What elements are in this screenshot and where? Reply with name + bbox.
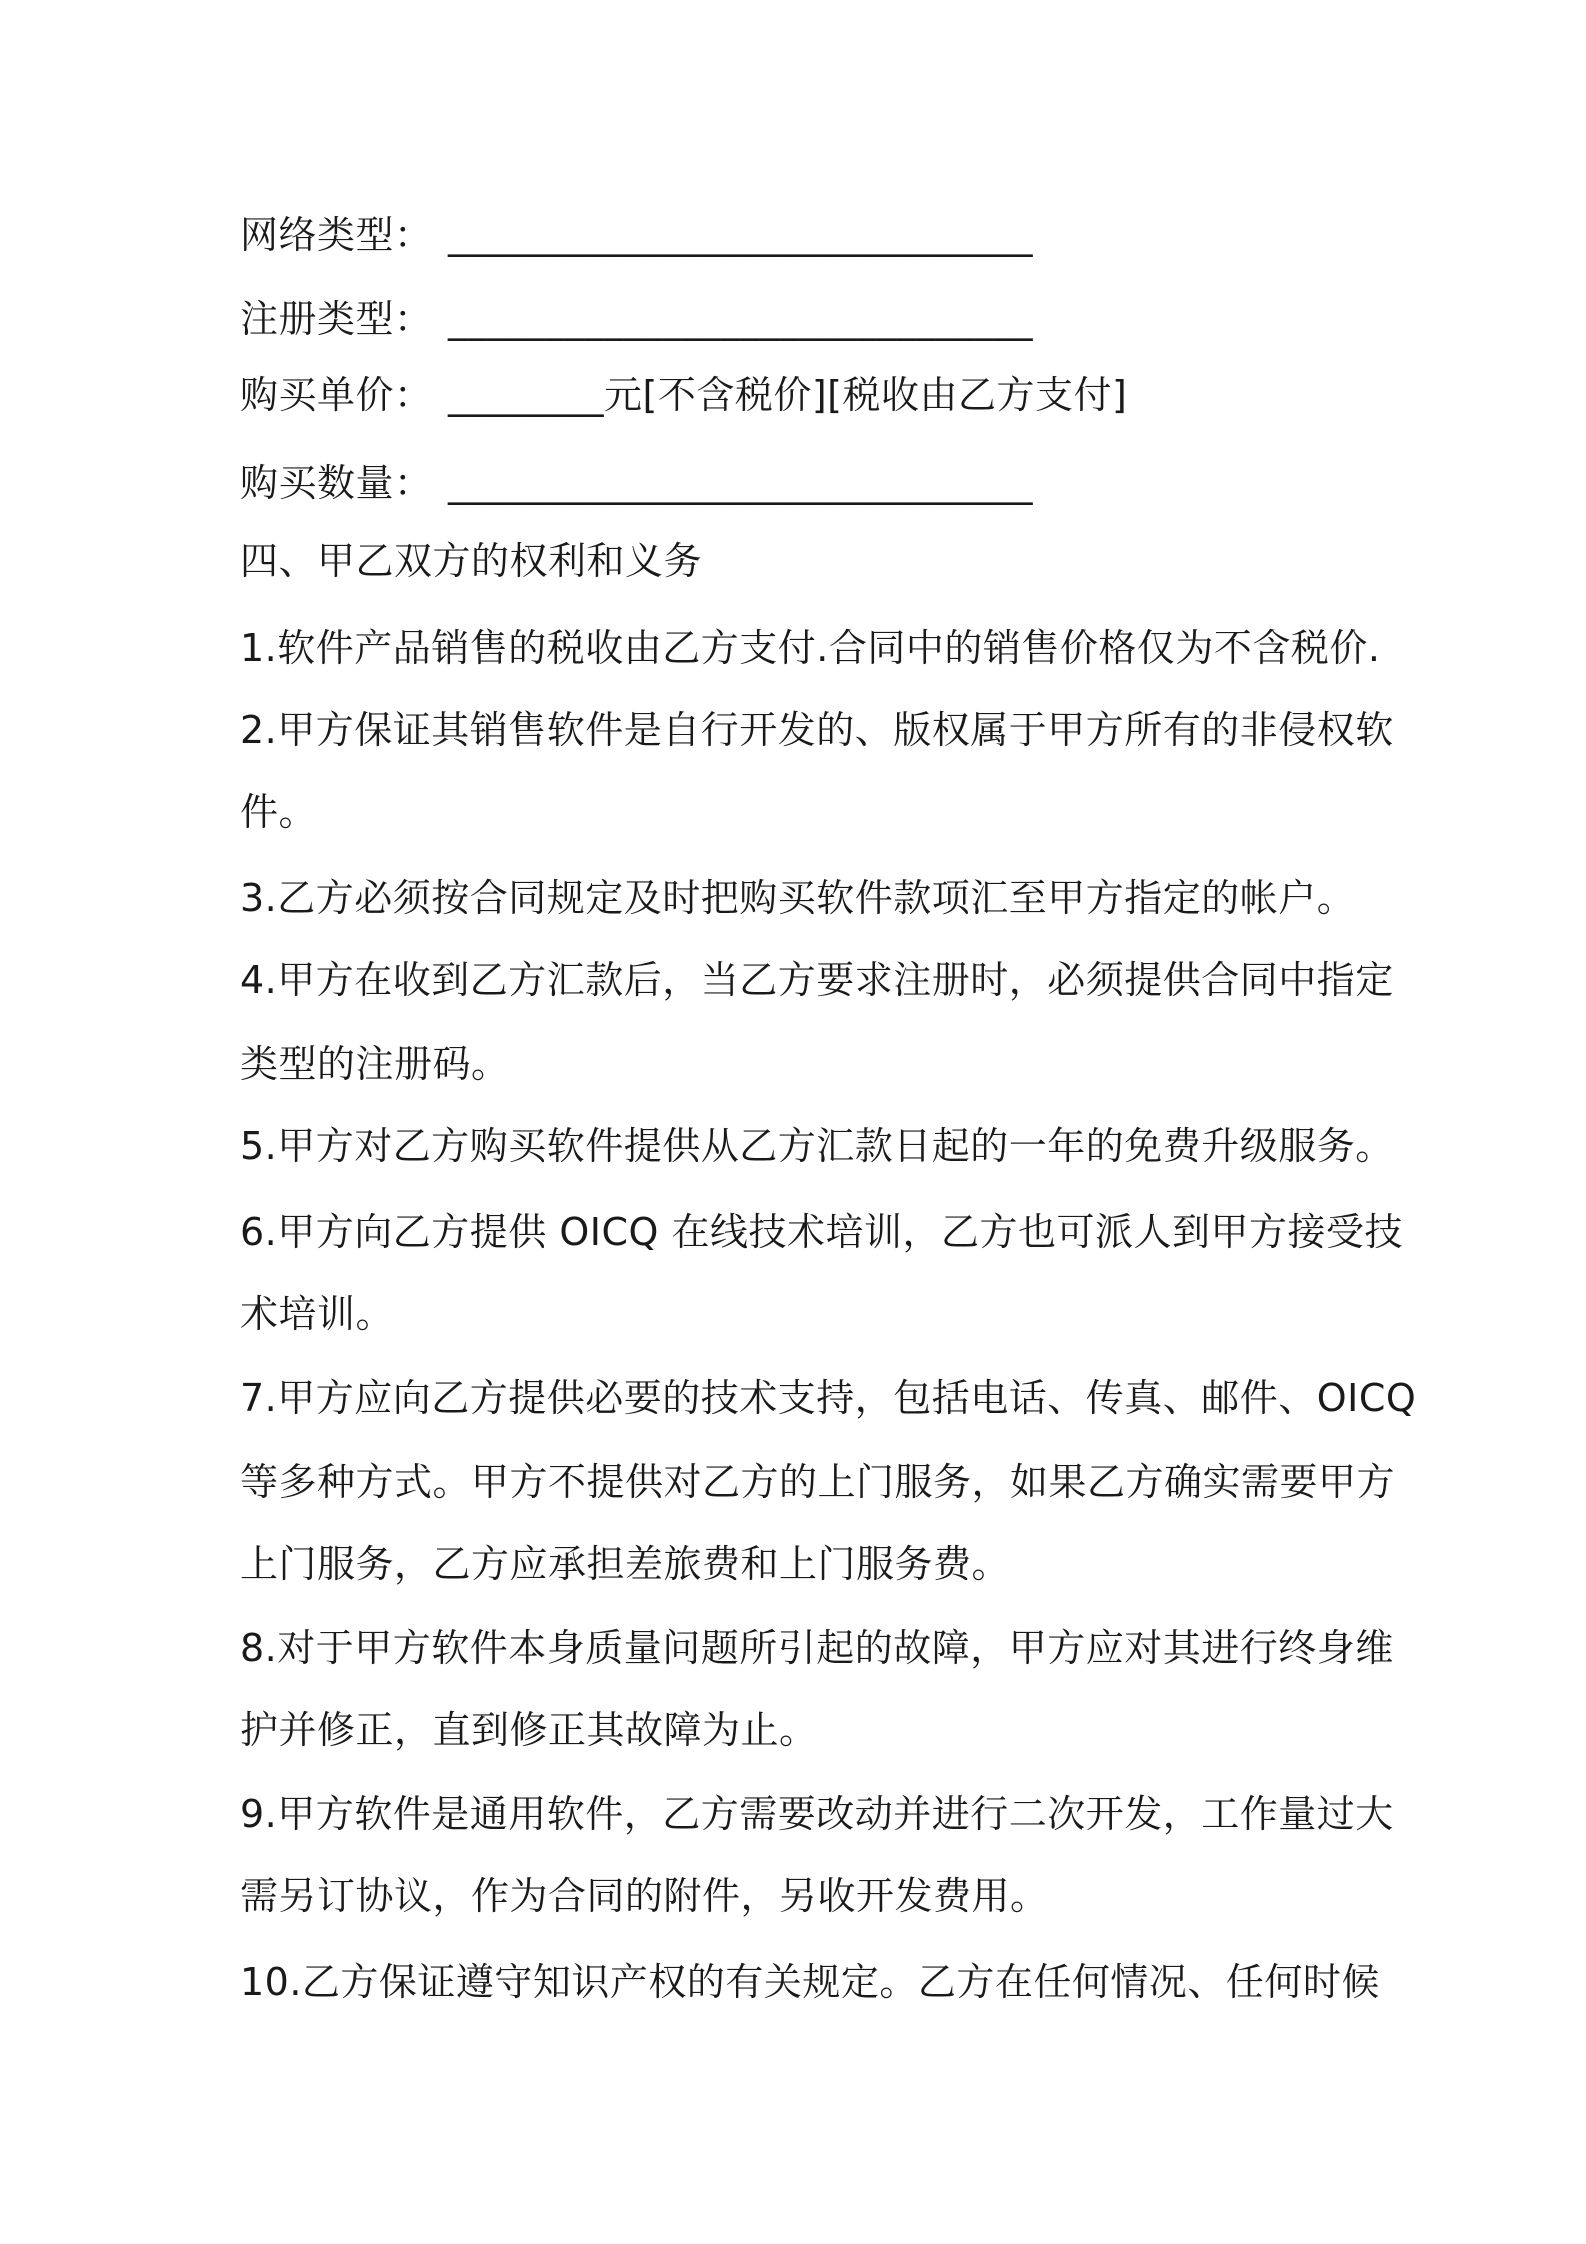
clause-line: 5.甲方对乙方购买软件提供从乙方汇款日起的一年的免费升级服务。 [240, 1124, 1394, 1168]
field-label: 购买数量： [240, 461, 433, 505]
field-register-type [240, 295, 1033, 343]
clause-line: 8.对于甲方软件本身质量问题所引起的故障，甲方应对其进行终身维 [240, 1626, 1394, 1670]
blank-fill-line: ______________________________ [448, 461, 1033, 505]
blank-fill-line: ______________________________ [448, 297, 1033, 341]
section-heading: 四、甲乙双方的权利和义务 [240, 539, 703, 583]
clause-line: 4.甲方在收到乙方汇款后，当乙方要求注册时，必须提供合同中指定 [240, 958, 1394, 1002]
clause-line: 术培训。 [240, 1292, 395, 1336]
clause-line: 1.软件产品销售的税收由乙方支付.合同中的销售价格仅为不含税价. [240, 626, 1381, 670]
field-label: 注册类型： [240, 297, 433, 341]
blank-fill-line: ______________________________ [448, 213, 1033, 257]
unit-price-value: ________元[不含税价][税收由乙方支付] [448, 373, 1128, 417]
clause-line: 6.甲方向乙方提供 OICQ 在线技术培训，乙方也可派人到甲方接受技 [240, 1210, 1403, 1254]
field-label: 购买单价： [240, 373, 433, 417]
field-label: 网络类型： [240, 213, 433, 257]
clause-line: 上门服务，乙方应承担差旅费和上门服务费。 [240, 1542, 1011, 1586]
clause-line: 类型的注册码。 [240, 1042, 510, 1086]
clause-line: 10.乙方保证遵守知识产权的有关规定。乙方在任何情况、任何时候 [240, 1960, 1380, 2004]
clause-line: 2.甲方保证其销售软件是自行开发的、版权属于甲方所有的非侵权软 [240, 708, 1394, 752]
field-network-type [240, 211, 1033, 259]
clause-line: 件。 [240, 790, 318, 834]
clause-line: 护并修正，直到修正其故障为止。 [240, 1708, 818, 1752]
clause-line: 3.乙方必须按合同规定及时把购买软件款项汇至甲方指定的帐户。 [240, 876, 1356, 920]
clause-line: 9.甲方软件是通用软件，乙方需要改动并进行二次开发，工作量过大 [240, 1792, 1394, 1836]
clause-line: 等多种方式。甲方不提供对乙方的上门服务，如果乙方确实需要甲方 [240, 1460, 1396, 1504]
clause-line: 7.甲方应向乙方提供必要的技术支持，包括电话、传真、邮件、OICQ [240, 1376, 1417, 1420]
field-quantity [240, 459, 1033, 507]
field-unit-price [240, 371, 1127, 419]
clause-line: 需另订协议，作为合同的附件，另收开发费用。 [240, 1874, 1049, 1918]
